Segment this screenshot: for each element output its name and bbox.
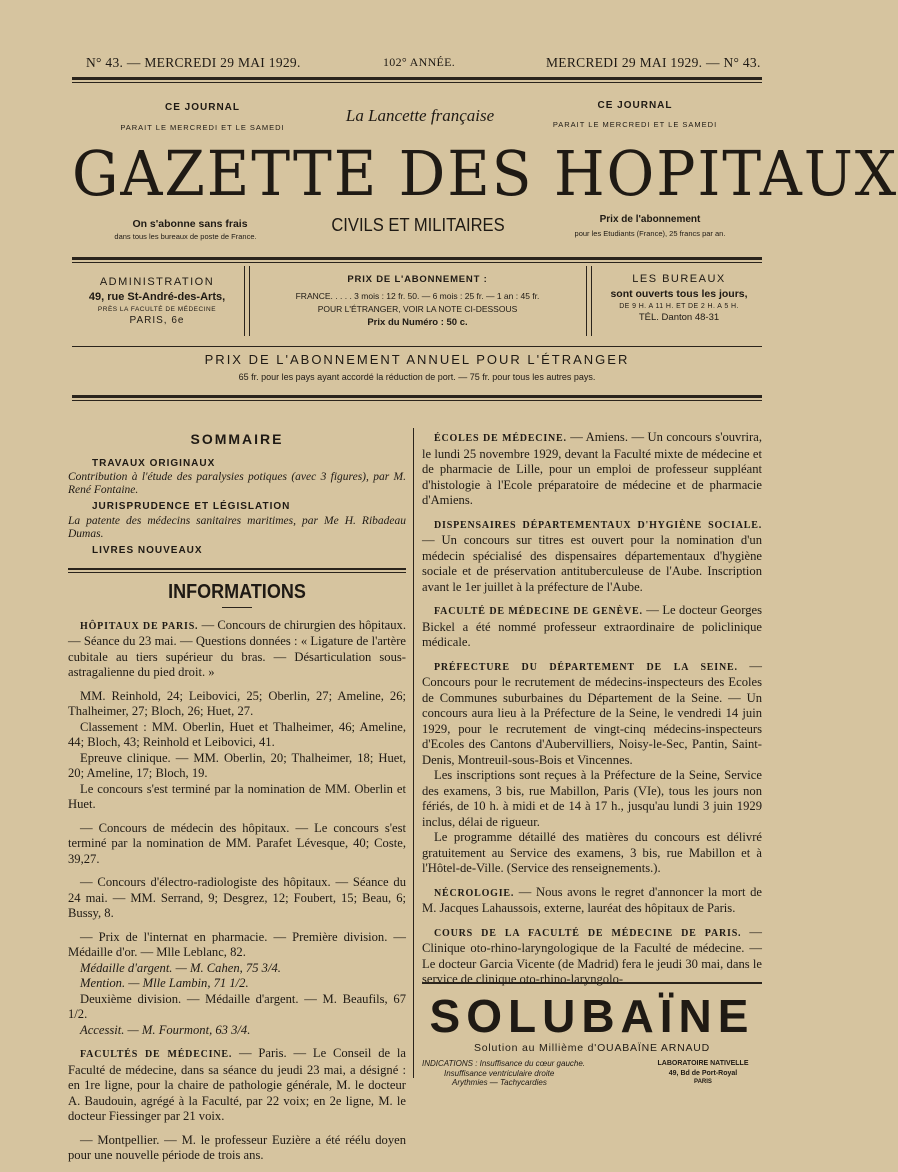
advert-lab1: LABORATOIRE NATIVELLE [657,1060,749,1067]
informations-heading: INFORMATIONS [168,581,306,603]
info-p14: — Montpellier. — M. le professeur Euzière a été réélu doyen pour une nouvelle période de trois ans. [68,1132,406,1162]
advert-box [422,982,762,1086]
ce-journal-left: CE JOURNAL [164,102,240,113]
abonnement-etranger: POUR L'ÉTRANGER, VOIR LA NOTE CI-DESSOUS [317,304,518,314]
right-prefecture: PRÉFECTURE DU DÉPARTEMENT DE LA SEINE. — Concours pour le recrutement de médecins-inspecteurs des Ecoles de Communes suburbaines du Département de la Seine. — Un concours aura lieu à la Préfecture de la Seine, le vendredi 14 juin 1929, pour le recrutement de vingt-cinq médecins-inspecteurs d'Ecoles des Cantons d'Aubervilliers, Noisy-le-Sec, Pantin, Saint-Denis, Montreuil-sous-Bois et Vincennes. [422,658,762,767]
right-necrologie: NÉCROLOGIE. — Nous avons le regret d'annoncer la mort de M. Jacques Lahaussois, externe, lauréat des hôpitaux de Paris. [422,884,762,915]
administration-title: ADMINISTRATION [99,276,215,288]
advert-brand: SOLUBAÏNE [429,990,755,1042]
masthead-title: GAZETTE DES HOPITAUX [72,137,898,210]
abonnement-france: FRANCE. . . . . 3 mois : 12 fr. 50. — 6 mois : 25 fr. — 1 an : 45 fr. [295,291,540,301]
abonne-title: On s'abonne sans frais [132,218,248,230]
boxes-rule [72,346,762,347]
info-hopitaux: HÔPITAUX DE PARIS. — Concours de chirurgien des hôpitaux. — Séance du 23 mai. — Questions données : « Ligature de l'artère cubitale au tiers supérieur du bras. — Désarticulation sous-astragalienne du pied droit. » [68,617,406,679]
info-p6: — Concours de médecin des hôpitaux. — Le concours s'est terminé par la nomination de MM. Parafet Lévesque, 40; Coste, 39,27. [68,820,406,866]
sommaire-travaux: TRAVAUX ORIGINAUX [92,457,216,469]
right-r5: Les inscriptions sont reçues à la Préfecture de la Seine, Service des examens, 3 bis, rue Mabillon, Paris (VIe), tous les jours non fériés, de 10 h. à midi et de 14 à 17 h., jusqu'au lundi 3 juin 1929 inclus, délai de rigueur. [422,768,762,829]
right-dispensaires: DISPENSAIRES DÉPARTEMENTAUX D'HYGIÈNE SOCIALE. — Un concours sur titres est ouvert pour la nomination d'un médecin spécialisé des dispensaires départementaux d'hygiène sociale et de préservation antituberculeuse de l'Aube. Inscription avant le 1er juillet à la préfecture de l'Aube. [422,519,762,594]
masthead-subtitle: CIVILS ET MILITAIRES [331,215,505,235]
info-p7: — Concours d'électro-radiologiste des hôpitaux. — Séance du 24 mai. — MM. Serrand, 9; Desgrez, 12; Foubert, 15; Beau, 6; Bussy, 8. [68,875,406,920]
bureaux-line1: sont ouverts tous les jours, [610,288,748,300]
sommaire-jurisprudence-text: La patente des médecins sanitaires maritimes, par Me H. Ribadeau Dumas. [68,514,406,540]
ce-journal-right: CE JOURNAL [597,100,673,111]
box-divider-2 [586,266,592,336]
issue-right: MERCREDI 29 MAI 1929. — N° 43. [546,55,761,70]
bureaux-box [594,273,764,323]
sommaire-heading: SOMMAIRE [190,431,284,447]
sommaire-jurisprudence: JURISPRUDENCE ET LÉGISLATION [92,501,291,512]
right-cours-head: COURS DE LA FACULTÉ DE MÉDECINE DE PARIS. [434,927,742,939]
sommaire-livres: LIVRES NOUVEAUX [92,544,203,556]
administration-near: PRÈS LA FACULTÉ DE MÉDECINE [97,306,217,313]
advert-tagline: Solution au Millième d'OUABAÏNE ARNAUD [473,1042,711,1054]
bureaux-title: LES BUREAUX [632,273,726,285]
info-p3: Classement : MM. Oberlin, Huet et Thalheimer, 46; Ameline, 44; Bloch, 43; Reinhold et Leibovici, 41. [68,719,406,749]
advert-laboratoire [644,1059,762,1088]
abonnement-box [250,274,585,328]
right-ecoles-head: ÉCOLES DE MÉDECINE. [434,433,567,444]
info-p12: Accessit. — M. Fourmont, 63 3/4. [80,1022,251,1037]
top-rule [72,77,762,83]
sommaire-travaux-text: Contribution à l'étude des paralysies potiques (avec 3 figures), par M. René Fontaine. [68,471,406,496]
advert-lab2: 49, Bd de Port-Royal [668,1069,738,1077]
abonnement-numero: Prix du Numéro : 50 c. [367,317,468,328]
info-facultes-head: FACULTÉS DE MÉDECINE. [80,1049,233,1060]
prix-title: Prix de l'abonnement [599,214,701,225]
right-geneve: FACULTÉ DE MÉDECINE DE GENÈVE. — Le docteur Georges Bickel a été nommé professeur extraordinaire de policlinique médicale. [422,603,762,649]
foreign-rule [72,395,762,401]
info-hopitaux-head: HÔPITAUX DE PARIS. [80,620,199,632]
informations-dash [222,607,252,608]
advert-ind1: INDICATIONS : Insuffisance du cœur gauche. [422,1059,586,1068]
advert-ind2: Insuffisance ventriculaire droite [444,1068,555,1078]
advert-lab3: PARIS [694,1079,712,1085]
prix-sub: pour les Etudiants (France), 25 francs par an. [574,229,726,238]
administration-city: PARIS, 6e [129,315,185,326]
info-facultes: FACULTÉS DE MÉDECINE. — Paris. — Le Conseil de la Faculté de médecine, dans sa séance du jeudi 23 mai, a désigné : en 1re ligne, pour la chaire de pathologie générale, M. le docteur A. Baudouin, agrégé à la Faculté, par 22 voix; en 2e ligne, M. le docteur Fiessinger par 21 voix. [68,1046,406,1123]
ce-journal-left-sub: PARAIT LE MERCREDI ET LE SAMEDI [120,123,285,132]
foreign-title: PRIX DE L'ABONNEMENT ANNUEL POUR L'ÉTRANGER [204,352,630,367]
info-p5: Le concours s'est terminé par la nomination de MM. Oberlin et Huet. [68,781,406,811]
advert-ind3: Arythmies — Tachycardies [452,1078,547,1087]
right-dispensaires-head: DISPENSAIRES DÉPARTEMENTAUX D'HYGIÈNE SOCIALE. [434,519,762,531]
ce-journal-right-sub: PARAIT LE MERCREDI ET LE SAMEDI [552,120,718,129]
right-cours: COURS DE LA FACULTÉ DE MÉDECINE DE PARIS. — Clinique oto-rhino-laryngologique de la Faculté de médecine. — Le docteur Garcia Vicente (de Madrid) fera le jeudi 30 mai, dans le service de clinique oto-rhino-laryngolo- [422,924,762,986]
advert-indications [422,1059,642,1088]
issue-year: 102° ANNÉE. [383,55,456,69]
info-p4: Epreuve clinique. — MM. Oberlin, 20; Thalheimer, 18; Huet, 20; Ameline, 17; Bloch, 19. [68,750,406,780]
bureaux-line2: DE 9 H. A 11 H. ET DE 2 H. A 5 H. [619,303,739,310]
info-p8: — Prix de l'internat en pharmacie. — Première division. — Médaille d'or. — Mlle Leblanc, 82. [68,929,406,959]
column-separator [413,428,414,1078]
administration-box [72,276,242,326]
bureaux-tel: TÉL. Danton 48-31 [638,312,720,323]
administration-address: 49, rue St-André-des-Arts, [88,291,226,303]
abonnement-title: PRIX DE L'ABONNEMENT : [347,274,488,285]
right-column [422,430,762,996]
sommaire-rule [68,568,406,573]
right-necrologie-head: NÉCROLOGIE. [434,887,515,899]
header-rule [72,257,762,263]
right-prefecture-head: PRÉFECTURE DU DÉPARTEMENT DE LA SEINE. [434,661,738,673]
info-p11: Deuxième division. — Médaille d'argent. — M. Beaufils, 67 1/2. [68,991,406,1021]
info-p10: Mention. — Mlle Lambin, 71 1/2. [80,976,249,990]
tagline: La Lancette française [345,106,495,125]
right-ecoles: ÉCOLES DE MÉDECINE. — Amiens. — Un concours s'ouvrira, le lundi 25 novembre 1929, devant la Faculté mixte de médecine et de pharmacie de Lille, pour un emploi de professeur suppléant d'histologie à l'Ecole préparatoire de médecine et de pharmacie d'Amiens. [422,430,762,507]
foreign-text: 65 fr. pour les pays ayant accordé la réduction de port. — 75 fr. pour tous les autres pays. [238,372,596,382]
info-p9: Médaille d'argent. — M. Cahen, 75 3/4. [80,960,281,975]
left-column [68,432,406,1172]
right-geneve-head: FACULTÉ DE MÉDECINE DE GENÈVE. [434,606,643,617]
abonne-sub: dans tous les bureaux de poste de France. [114,232,257,241]
right-r6: Le programme détaillé des matières du concours est délivré gratuitement au Service des examens, 3 bis, rue Mabillon et à l'Hôtel-de-Ville. (Service des renseignements.). [422,830,762,875]
info-p2: MM. Reinhold, 24; Leibovici, 25; Oberlin, 27; Ameline, 26; Thalheimer, 27; Bloch, 26; Huet, 27. [68,688,406,718]
issue-left: N° 43. — MERCREDI 29 MAI 1929. [86,55,301,70]
